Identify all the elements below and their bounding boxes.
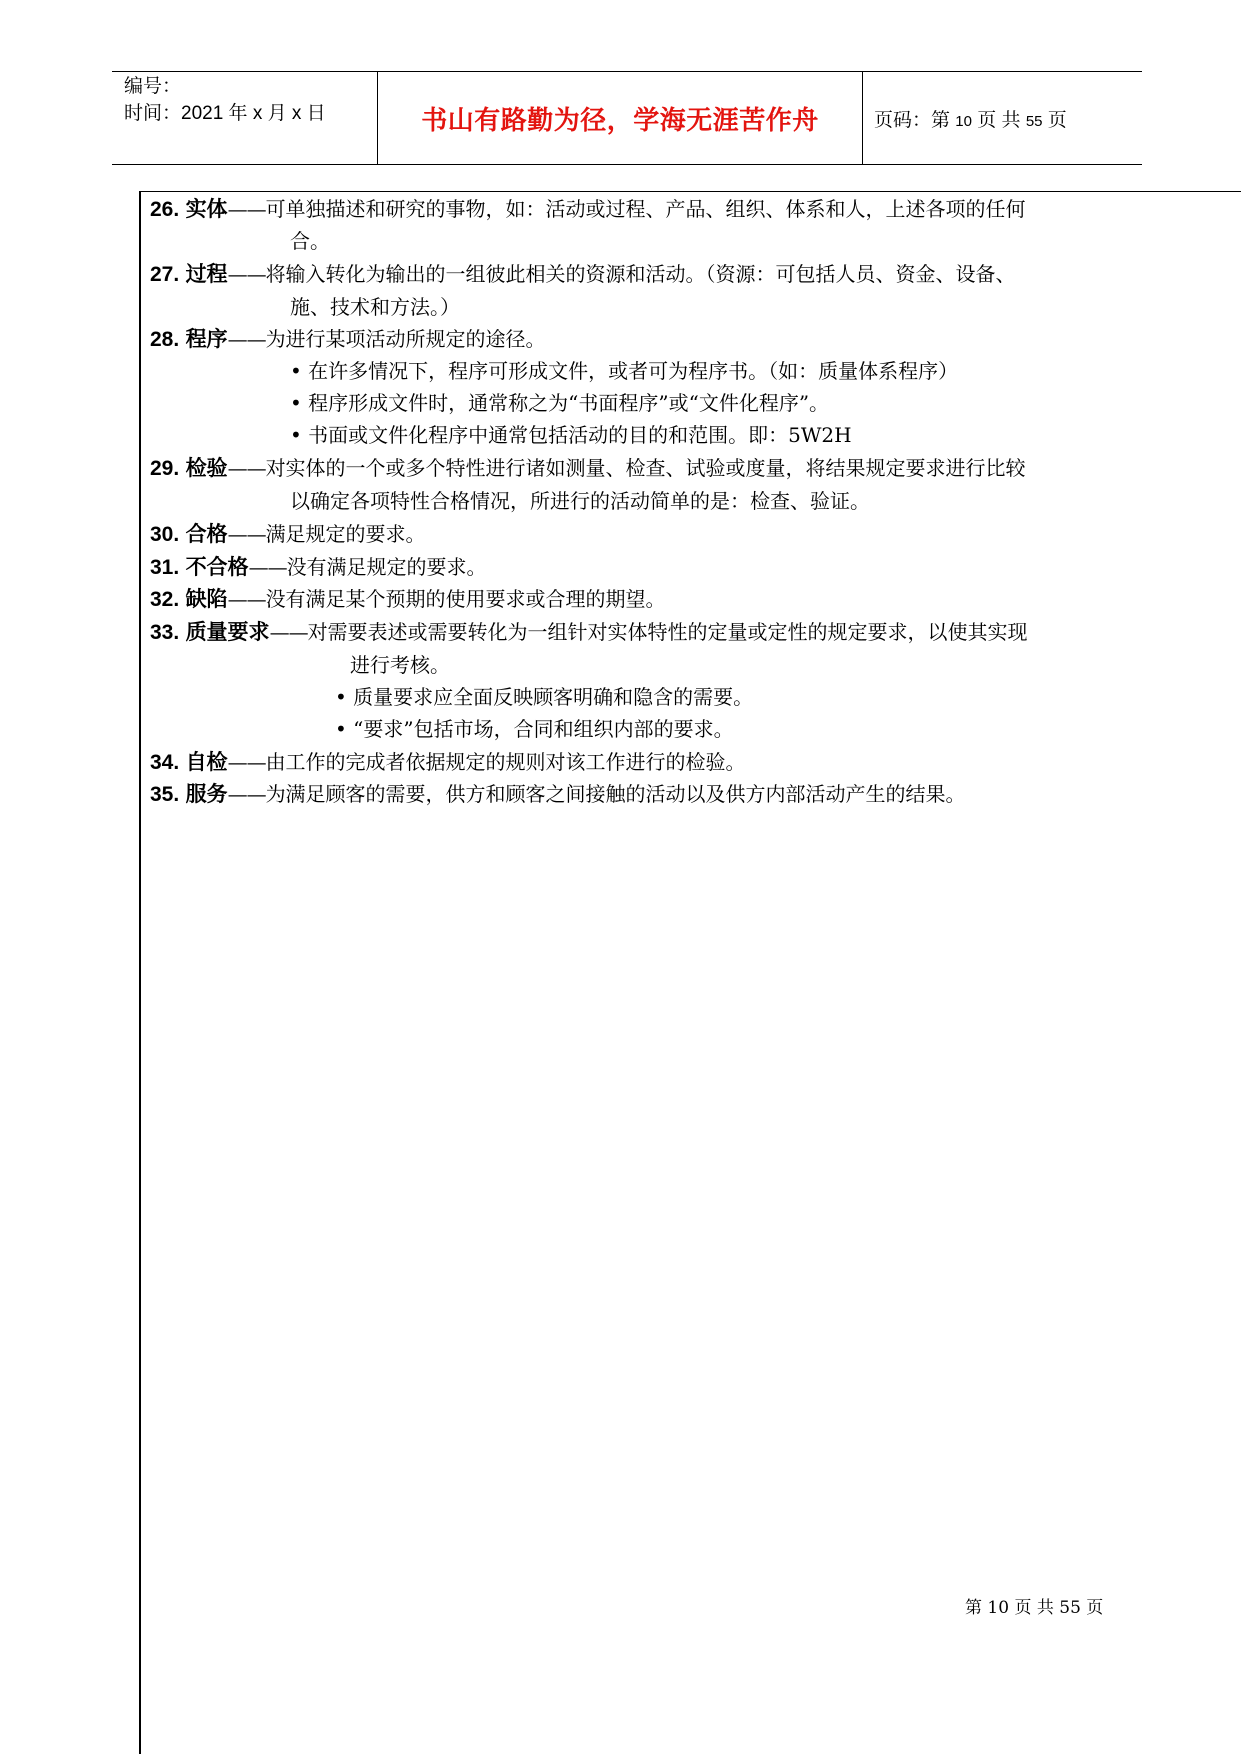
entry-term: 自检 [185,750,228,774]
entry-term: 过程 [185,262,228,286]
entry-definition: 为进行某项活动所规定的途径。 [265,327,546,351]
entry-dash: —— [227,262,266,286]
entry-term: 服务 [185,782,228,806]
header-motto: 书山有路勤为径，学海无涯苦作舟 [421,106,819,136]
page-prefix: 页码：第 [874,110,951,131]
content-frame-left [139,191,141,1754]
bullet-item [335,715,734,743]
content-frame-top [139,191,1241,192]
entry-number: 35. [150,783,180,806]
entry-definition: 没有满足规定的要求。 [286,555,487,579]
bullet-icon: • [335,717,347,741]
entry-dash: —— [227,750,266,774]
entry-definition: 满足规定的要求。 [265,522,426,546]
entry-28 [150,325,546,354]
entry-number: 29. [150,457,180,480]
page-middle: 页 共 [977,110,1021,131]
header-bottom-rule [112,164,1142,165]
entry-31 [150,553,487,582]
header-page-info [874,105,1067,132]
entry-34 [150,748,746,777]
entry-definition: 对实体的一个或多个特性进行诸如测量、检查、试验或度量，将结果规定要求进行比较 [265,456,1026,480]
bullet-item [290,357,958,385]
entry-term: 实体 [185,197,228,221]
page-current: 10 [955,113,972,130]
entry-dash: —— [227,782,266,806]
bullet-item [335,683,753,711]
entry-26-continuation: 合。 [290,229,330,253]
entry-definition: 将输入转化为输出的一组彼此相关的资源和活动。（资源：可包括人员、资金、设备、 [265,262,1016,286]
entry-30 [150,520,426,549]
entry-26 [150,195,1026,224]
entry-dash: —— [248,555,287,579]
entry-27 [150,260,1016,289]
entry-number: 32. [150,588,180,611]
entry-35 [150,780,966,809]
entry-dash: —— [227,197,266,221]
entry-29-continuation: 以确定各项特性合格情况，所进行的活动简单的是：检查、验证。 [290,489,870,513]
entry-number: 28. [150,328,180,351]
entry-number: 30. [150,523,180,546]
entry-term: 程序 [185,327,228,351]
page-footer: 第 10 页 共 55 页 [965,1598,1104,1618]
entry-32 [150,585,666,614]
bullet-text: “要求”包括市场，合同和组织内部的要求。 [353,717,734,741]
entry-33 [150,618,1028,647]
header-meta [124,73,326,127]
entry-33-continuation: 进行考核。 [350,653,450,677]
entry-definition: 可单独描述和研究的事物，如：活动或过程、产品、组织、体系和人，上述各项的任何 [265,197,1026,221]
definitions-list [150,195,1241,815]
entry-dash: —— [227,327,266,351]
entry-term: 缺陷 [185,587,228,611]
header-divider-right [862,71,863,164]
entry-term: 不合格 [185,555,249,579]
bullet-text: 程序形成文件时，通常称之为“书面程序”或“文件化程序”。 [308,391,830,415]
entry-definition: 没有满足某个预期的使用要求或合理的期望。 [265,587,666,611]
bullet-text: 在许多情况下，程序可形成文件，或者可为程序书。（如：质量体系程序） [308,359,959,383]
entry-definition: 为满足顾客的需要，供方和顾客之间接触的活动以及供方内部活动产生的结果。 [265,782,966,806]
entry-term: 质量要求 [185,620,270,644]
serial-label: 编号： [124,76,182,97]
entry-number: 26. [150,198,180,221]
bullet-item [290,421,852,449]
date-label: 时间：2021 年 x 月 x 日 [124,103,326,124]
entry-dash: —— [227,522,266,546]
entry-term: 检验 [185,456,228,480]
page-suffix: 页 [1047,110,1067,131]
header-top-rule [112,71,1142,72]
bullet-icon: • [290,423,302,447]
entry-term: 合格 [185,522,228,546]
entry-number: 33. [150,621,180,644]
entry-dash: —— [269,620,308,644]
bullet-text: 书面或文件化程序中通常包括活动的目的和范围。即：5W2H [308,423,852,447]
entry-29 [150,454,1026,483]
bullet-icon: • [290,391,302,415]
entry-number: 34. [150,751,180,774]
entry-number: 31. [150,556,180,579]
bullet-icon: • [335,685,347,709]
entry-dash: —— [227,587,266,611]
entry-definition: 对需要表述或需要转化为一组针对实体特性的定量或定性的规定要求，以使其实现 [307,620,1028,644]
entry-number: 27. [150,263,180,286]
entry-definition: 由工作的完成者依据规定的规则对该工作进行的检验。 [265,750,746,774]
bullet-item [290,389,829,417]
bullet-text: 质量要求应全面反映顾客明确和隐含的需要。 [353,685,754,709]
entry-27-continuation: 施、技术和方法。） [290,295,460,319]
page-total: 55 [1025,113,1043,130]
entry-dash: —— [227,456,266,480]
bullet-icon: • [290,359,302,383]
